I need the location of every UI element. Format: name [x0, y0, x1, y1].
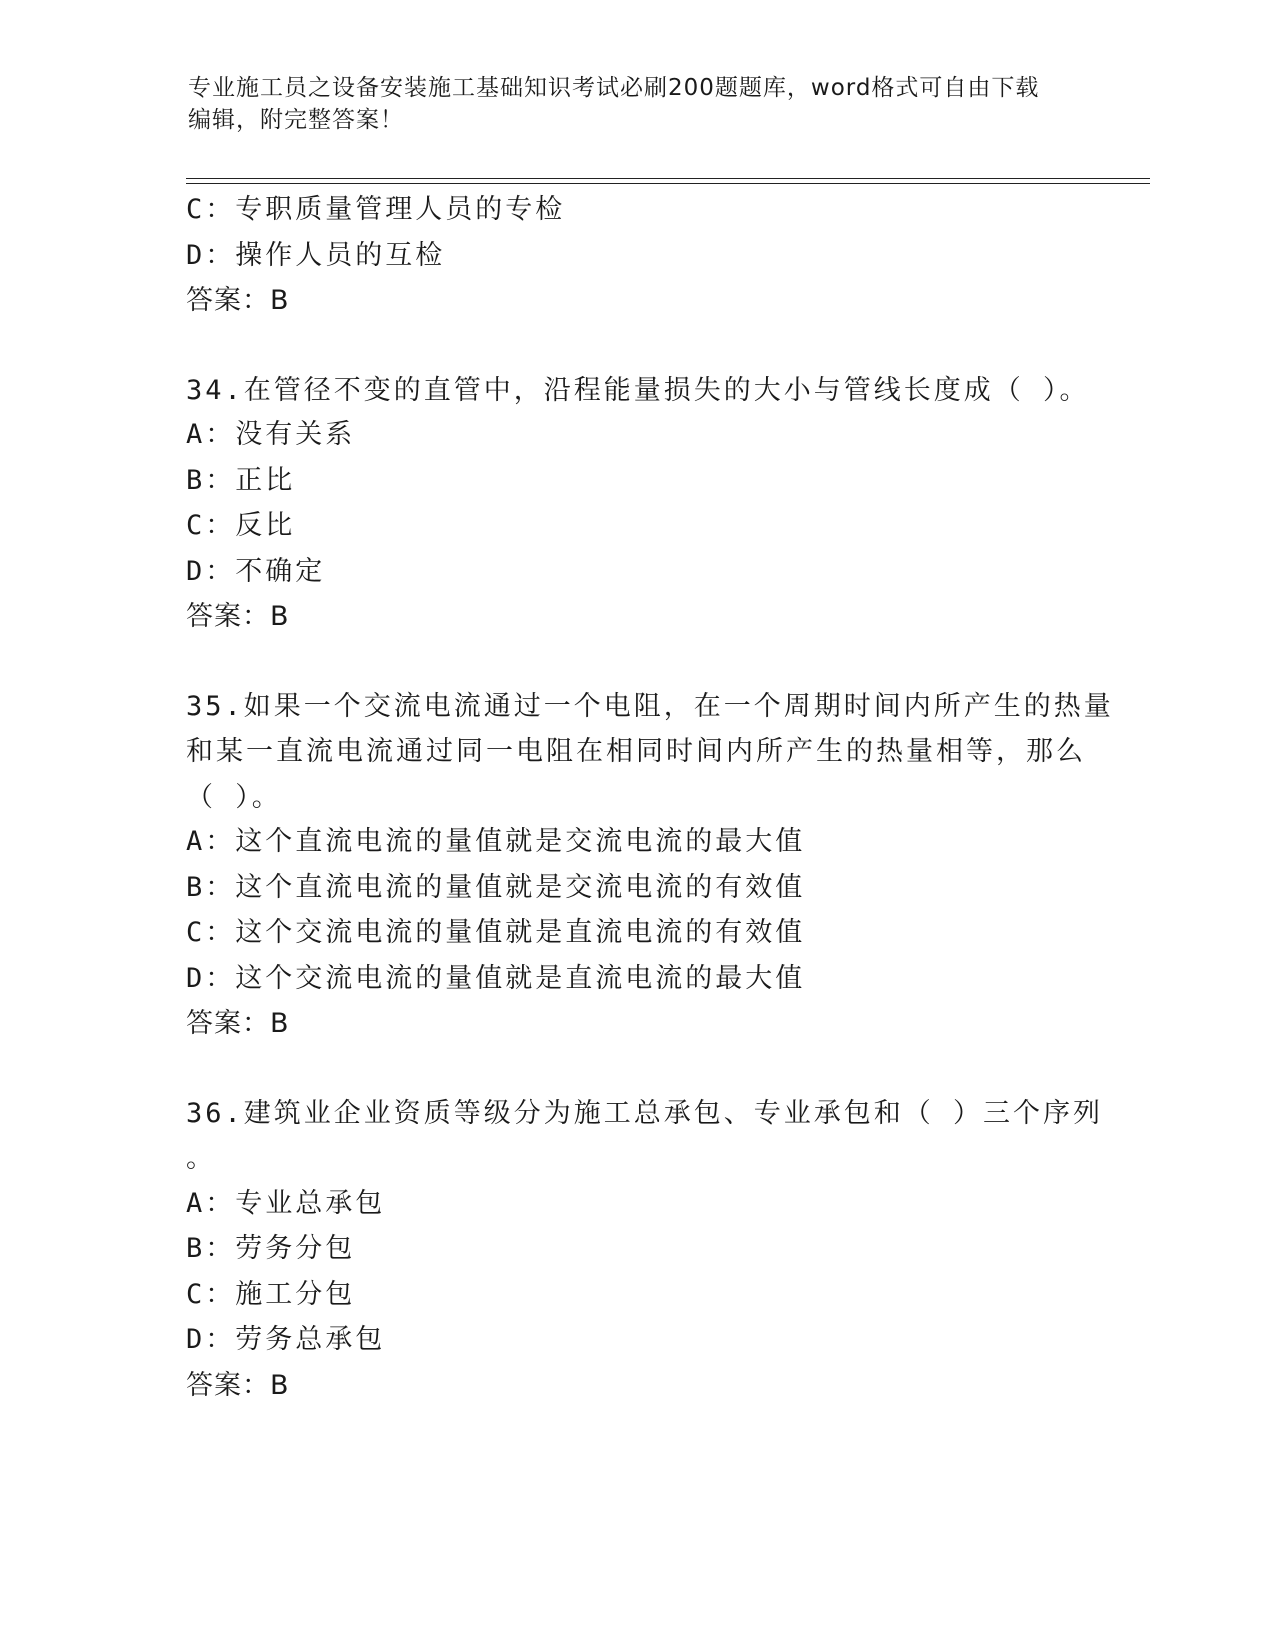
option-b: B：劳务分包 — [186, 1233, 356, 1264]
option-d: D：不确定 — [186, 555, 326, 587]
option-d: D：这个交流电流的量值就是直流电流的最大值 — [186, 962, 806, 994]
question-text-line-2: 。 — [186, 1143, 216, 1174]
document-header — [188, 72, 1088, 136]
option-a: A：专业总承包 — [186, 1187, 386, 1219]
option-c: C：专职质量管理人员的专检 — [186, 194, 566, 225]
header-divider-bottom — [186, 183, 1150, 184]
option-c: C：反比 — [186, 510, 296, 541]
option-b: B：这个直流电流的量值就是交流电流的有效值 — [186, 871, 806, 903]
header-divider-top — [186, 178, 1150, 179]
option-b: B：正比 — [186, 464, 296, 496]
header-line-1: 专业施工员之设备安装施工基础知识考试必刷200题题库，word格式可自由下载 — [188, 75, 1040, 101]
option-d: D：劳务总承包 — [186, 1324, 386, 1355]
question-35 — [186, 683, 1114, 1047]
question-36 — [186, 1090, 1106, 1409]
answer-line: 答案：B — [186, 601, 290, 632]
answer-line: 答案：B — [186, 1369, 290, 1401]
previous-question — [186, 187, 1106, 324]
question-list — [186, 187, 1114, 1408]
question-34 — [186, 367, 1106, 640]
question-text-line-3: （ ）。 — [186, 781, 282, 813]
option-c: C：施工分包 — [186, 1278, 356, 1310]
option-a: A：没有关系 — [186, 419, 356, 450]
option-c: C：这个交流电流的量值就是直流电流的有效值 — [186, 917, 806, 948]
question-text-line-2: 和某一直流电流通过同一电阻在相同时间内所产生的热量相等，那么 — [186, 736, 1086, 767]
option-a: A：这个直流电流的量值就是交流电流的最大值 — [186, 826, 806, 857]
header-line-2: 编辑，附完整答案！ — [188, 107, 404, 133]
question-text-line-1: 35.如果一个交流电流通过一个电阻，在一个周期时间内所产生的热量 — [186, 690, 1114, 722]
question-text: 34.在管径不变的直管中，沿程能量损失的大小与管线长度成（ ）。 — [186, 374, 1090, 406]
option-d: D：操作人员的互检 — [186, 239, 446, 271]
answer-line: 答案：B — [186, 285, 290, 316]
question-text-line-1: 36.建筑业企业资质等级分为施工总承包、专业承包和（ ）三个序列 — [186, 1097, 1104, 1129]
answer-line: 答案：B — [186, 1008, 290, 1039]
